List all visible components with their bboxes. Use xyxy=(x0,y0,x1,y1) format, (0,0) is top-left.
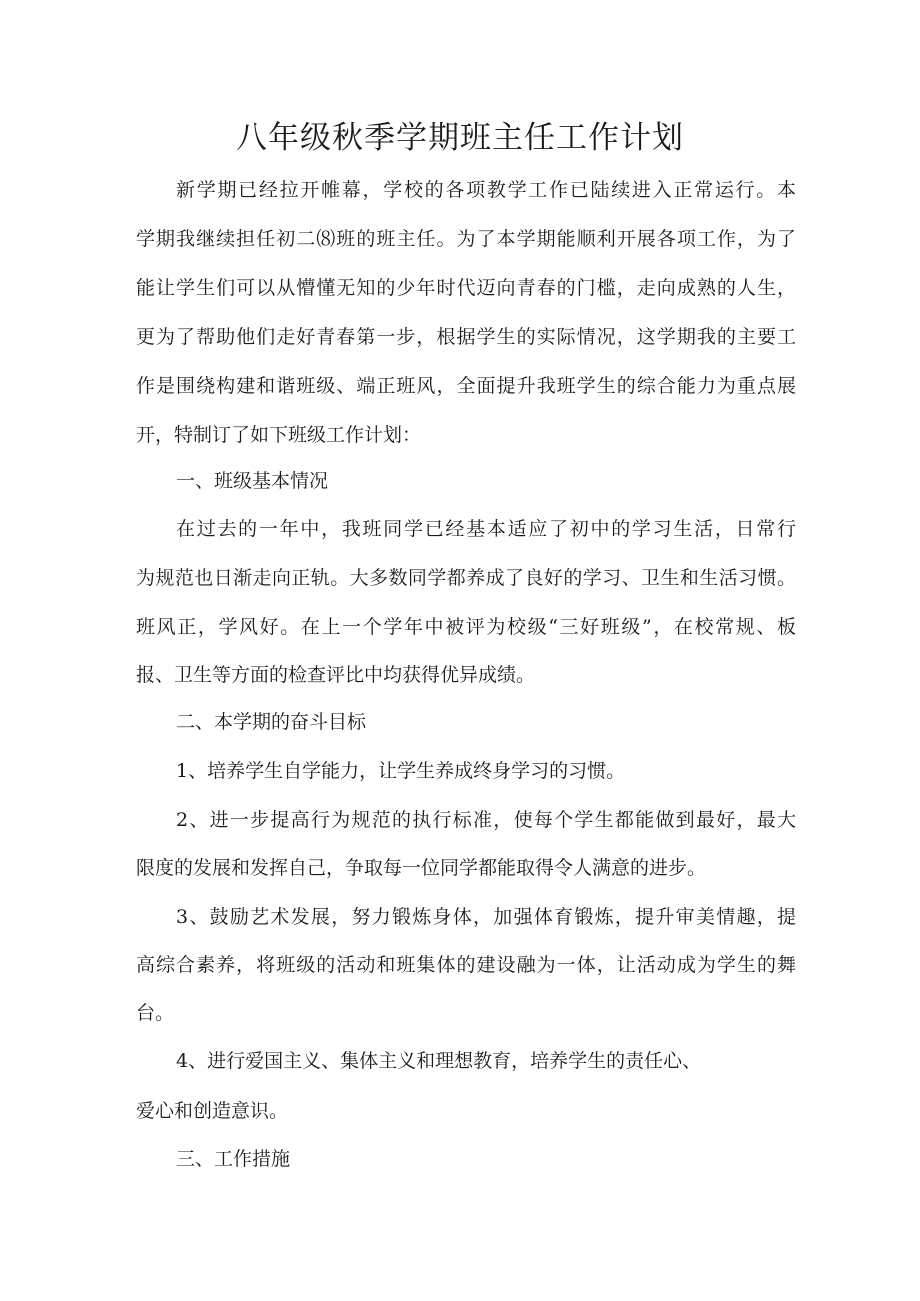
section-heading: 一、班级基本情况 xyxy=(176,470,329,492)
paragraph-line: 报、卫生等方面的检查评比中均获得优异成绩。 xyxy=(136,664,536,686)
list-item: 1、培养学生自学能力，让学生养成终身学习的习惯。 xyxy=(176,760,626,782)
paragraph-line: 在过去的一年中，我班同学已经基本适应了初中的学习生活，日常行 xyxy=(176,518,796,540)
paragraph-line: 爱心和创造意识。 xyxy=(136,1100,289,1122)
paragraph-line: 为规范也日渐走向正轨。大多数同学都养成了良好的学习、卫生和生活习惯。 xyxy=(136,567,796,589)
list-item: 3、鼓励艺术发展，努力锻炼身体，加强体育锻炼，提升审美情趣，提 xyxy=(176,906,796,928)
document-title: 八年级秋季学期班主任工作计划 xyxy=(236,120,684,156)
paragraph-line: 台。 xyxy=(136,1002,175,1024)
list-item: 4、进行爱国主义、集体主义和理想教育，培养学生的责任心、 xyxy=(176,1050,702,1072)
paragraph-line: 班风正，学风好。在上一个学年中被评为校级“三好班级”，在校常规、板 xyxy=(136,616,796,638)
paragraph-line: 高综合素养，将班级的活动和班集体的建设融为一体，让活动成为学生的舞 xyxy=(136,954,796,976)
section-heading: 三、工作措施 xyxy=(176,1148,291,1170)
paragraph-line: 限度的发展和发挥自己，争取每一位同学都能取得令人满意的进步。 xyxy=(136,857,707,879)
paragraph-line: 作是围绕构建和谐班级、端正班风，全面提升我班学生的综合能力为重点展 xyxy=(136,375,796,397)
paragraph-line: 开，特制订了如下班级工作计划： xyxy=(136,424,422,446)
list-item: 2、进一步提高行为规范的执行标准，使每个学生都能做到最好，最大 xyxy=(176,809,796,831)
paragraph-line: 更为了帮助他们走好青春第一步，根据学生的实际情况，这学期我的主要工 xyxy=(136,326,796,348)
paragraph-line: 新学期已经拉开帷幕，学校的各项教学工作已陆续进入正常运行。本 xyxy=(176,179,796,201)
paragraph-line: 能让学生们可以从懵懂无知的少年时代迈向青春的门槛，走向成熟的人生， xyxy=(136,277,796,299)
paragraph-line: 学期我继续担任初二⑻班的班主任。为了本学期能顺利开展各项工作，为了 xyxy=(136,228,796,250)
section-heading: 二、本学期的奋斗目标 xyxy=(176,711,367,733)
